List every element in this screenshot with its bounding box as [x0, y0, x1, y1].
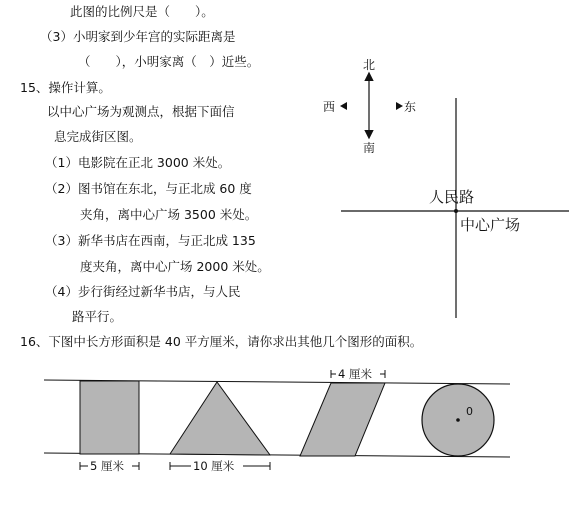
east-arrow [396, 102, 403, 110]
area-figures [44, 366, 510, 473]
q15-title: 15、操作计算。 [20, 80, 111, 95]
q14-distance-question: （3）小明家到少年宫的实际距离是 [40, 29, 236, 44]
q15-intro-line2: 息完成街区图。 [54, 129, 142, 144]
compass-west-label: 西 [323, 100, 336, 114]
street-map [341, 98, 569, 318]
center-square-point [454, 209, 458, 213]
renmin-road-label: 人民路 [429, 188, 475, 206]
triangle-shape [170, 382, 270, 455]
q14-scale-question: 此图的比例尺是（ ）。 [70, 4, 214, 19]
q15-item-1: （1）电影院在正北 3000 米处。 [45, 155, 231, 170]
q14-closer-question: （ ），小明家离（ ）近些。 [78, 54, 260, 69]
compass-south-label: 南 [363, 141, 376, 155]
west-arrow [340, 102, 347, 110]
compass-rose [323, 58, 416, 155]
dim-rect-label: 5 厘米 [90, 459, 124, 473]
center-square-label: 中心广场 [460, 216, 521, 234]
circle-label: 0 [466, 405, 473, 418]
q15-item-3: （3）新华书店在西南，与正北成 135 [45, 233, 256, 248]
q15-item-2: （2）图书馆在东北，与正北成 60 度 [45, 181, 252, 196]
rectangle-shape [80, 381, 139, 454]
q15-item-4-cont: 路平行。 [72, 309, 123, 324]
dim-parallelogram-label: 4 厘米 [338, 367, 372, 381]
q15-intro-line1: 以中心广场为观测点，根据下面信 [47, 104, 235, 119]
q15-item-2-cont: 夹角，离中心广场 3500 米处。 [80, 207, 258, 222]
parallelogram-shape [300, 383, 385, 456]
compass-north-label: 北 [363, 58, 376, 72]
q16-title: 16、下图中长方形面积是 40 平方厘米，请你求出其他几个图形的面积。 [20, 334, 423, 349]
circle-center-dot [456, 418, 460, 422]
q15-item-3-cont: 度夹角，离中心广场 2000 米处。 [80, 259, 270, 274]
dim-triangle-label: 10 厘米 [193, 459, 235, 473]
compass-east-label: 东 [404, 100, 417, 114]
q15-item-4: （4）步行街经过新华书店，与人民 [45, 284, 241, 299]
